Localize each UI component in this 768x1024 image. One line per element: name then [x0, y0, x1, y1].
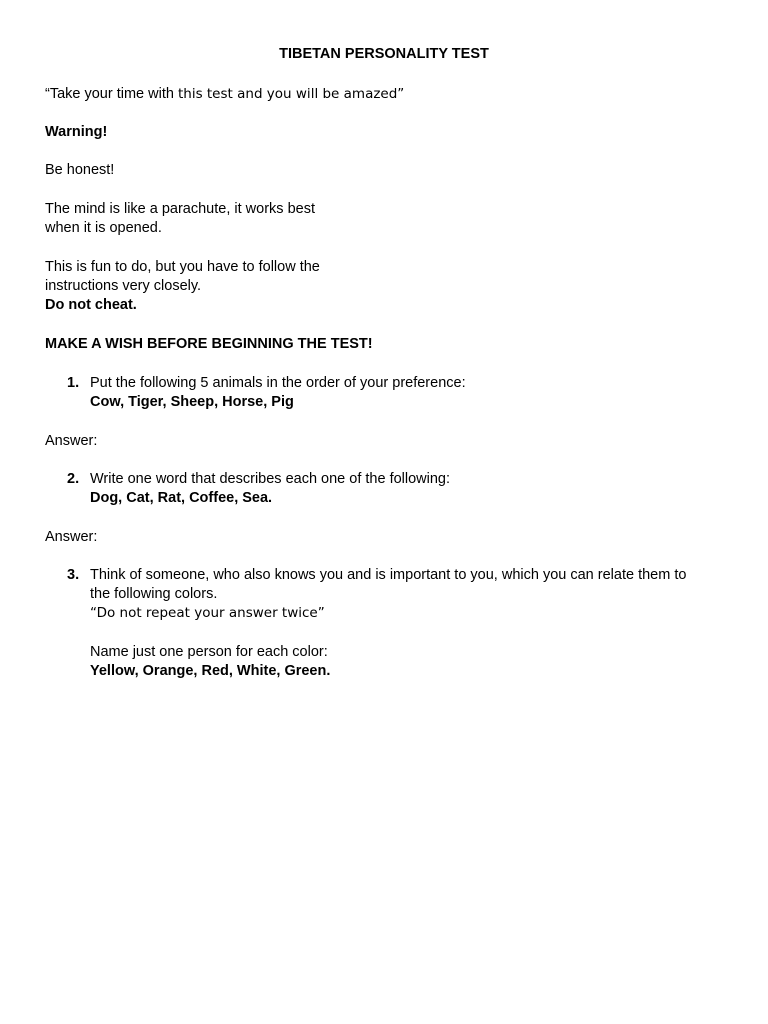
- tagline-part-1: “Take your time with: [45, 86, 178, 102]
- question-items: Cow, Tiger, Sheep, Horse, Pig: [90, 394, 294, 410]
- question-items: Yellow, Orange, Red, White, Green.: [90, 663, 331, 679]
- answer-label: Answer:: [45, 529, 98, 545]
- tagline-part-2: this test and you will be amazed”: [177, 86, 405, 102]
- fun-text-line-1: This is fun to do, but you have to follow the: [45, 259, 320, 275]
- question-text-line-2: the following colors.: [90, 586, 218, 602]
- fun-text-line-2: instructions very closely.: [45, 278, 202, 294]
- question-number: 3.: [67, 567, 80, 583]
- question-number: 1.: [67, 375, 80, 391]
- question-name-line: Name just one person for each color:: [90, 644, 328, 660]
- question-text: Put the following 5 animals in the order of your preference:: [90, 375, 466, 391]
- tagline: [45, 85, 404, 104]
- be-honest-text: Be honest!: [45, 162, 115, 178]
- question-text: Write one word that describes each one of the following:: [90, 471, 451, 487]
- question-note: “Do not repeat your answer twice”: [90, 605, 325, 621]
- mind-text-line-1: The mind is like a parachute, it works best: [45, 201, 315, 217]
- no-cheat-text: Do not cheat.: [45, 297, 137, 313]
- question-number: 2.: [67, 471, 80, 487]
- warning-heading: Warning!: [45, 124, 108, 140]
- question-text-line-1: Think of someone, who also knows you and is important to you, which you can relate them to: [90, 567, 687, 583]
- answer-label: Answer:: [45, 433, 98, 449]
- make-wish-heading: MAKE A WISH BEFORE BEGINNING THE TEST!: [45, 336, 373, 352]
- mind-text-line-2: when it is opened.: [45, 220, 162, 236]
- page-title: TIBETAN PERSONALITY TEST: [279, 46, 489, 62]
- question-items: Dog, Cat, Rat, Coffee, Sea.: [90, 490, 273, 506]
